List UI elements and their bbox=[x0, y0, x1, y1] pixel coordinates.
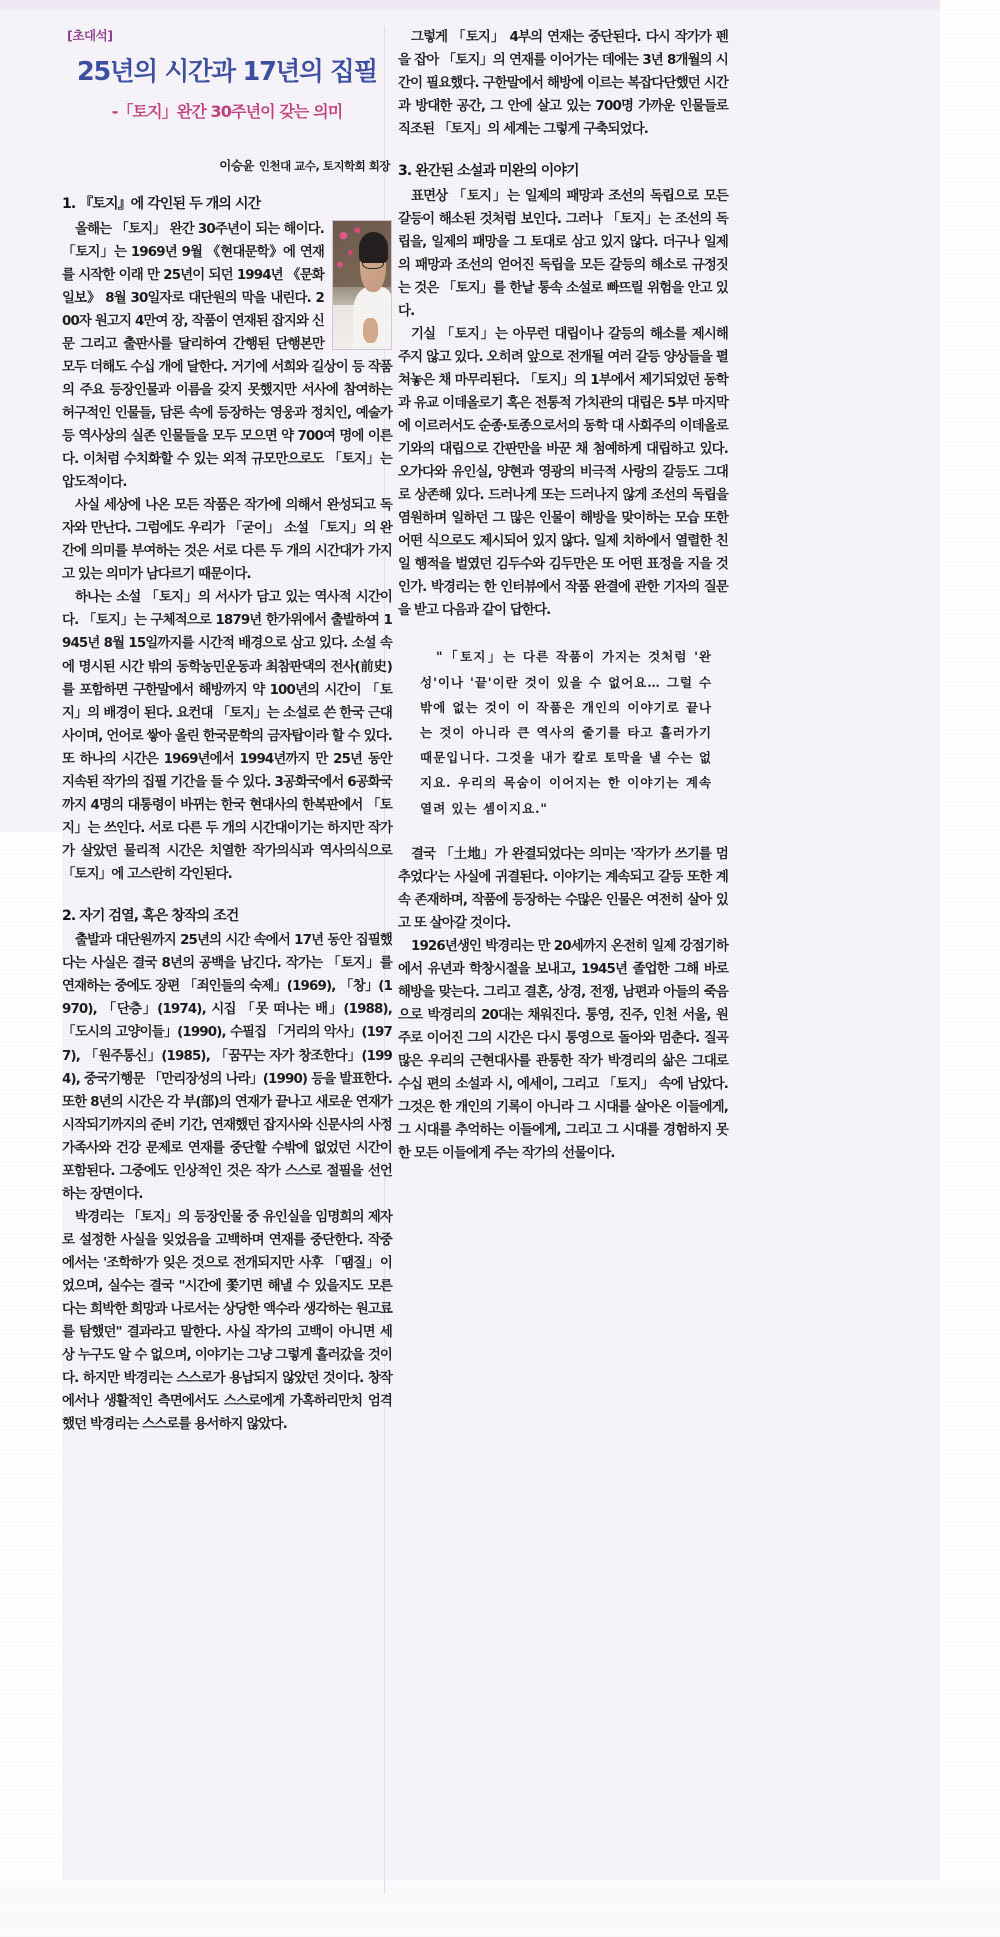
kicker-label: [초대석] bbox=[67, 28, 113, 43]
paragraph: 기실 「토지」는 아무런 대립이나 갈등의 해소를 제시해 주지 않고 있다. 오히려 앞으로 전개될 여러 갈등 양상들을 펼쳐놓은 채 마무리된다. 「토지」의 1부에서 제기되었던 동학과 유교 이데올로기 혹은 전통적 가치관의 대립은 5부 마지막에 이르러서도 순종·토종으로서의 동학 대 사회주의 이데올로기와의 대립으로 간판만을 바꾼 채 첨예하게 대립하고 있다. 오가다와 유인실, 양현과 영광의 비극적 사랑의 갈등도 그대로 상존해 있다. 드러나게 또는 드러나지 않게 조선의 독립을 염원하며 일하던 그 많은 인물이 해방을 맞이하는 모습 또한 어떤 식으로도 제시되어 있지 않다. 일제 치하에서 열렬한 친일 행적을 벌였던 김두수와 김두만은 또 어떤 표정을 지을 것인가. 박경리는 한 인터뷰에서 작품 완결에 관한 기자의 질문을 받고 다음과 같이 답한다. bbox=[398, 326, 728, 619]
paragraph: 출발과 대단원까지 25년의 시간 속에서 17년 동안 집필했다는 사실은 결국 8년의 공백을 남긴다. 작가는 「토지」를 연재하는 중에도 장편 「죄인들의 숙제」(1969), 「창」(1970), 「단층」(1974), 시집 「못 떠나는 배」(1988), 「도시의 고양이들」(1990), 수필집 「거리의 악사」(1977), 「원주통신」(1985), 「꿈꾸는 자가 창조한다」(1994), 중국기행문 「만리장성의 나라」(1990) 등을 발표한다. 또한 8년의 시간은 각 부(部)의 연재가 끝나고 새로운 연재가 시작되기까지의 준비 기간, 연재했던 잡지사와 신문사의 사정 가족사와 건강 문제로 연재를 중단할 수밖에 없었던 시간이 포함된다. 그중에도 인상적인 것은 작가 스스로 절필을 선언하는 장면이다. bbox=[62, 933, 392, 1202]
byline bbox=[62, 156, 390, 174]
byline-affiliation: 인천대 교수, 토지학회 회장 bbox=[258, 159, 390, 174]
paragraph-text: 올해는 「토지」 완간 30주년이 되는 해이다. 「토지」는 1969년 9월 《현대문학》에 연재를 시작한 이래 만 25년이 되던 1994년 《문화일보》 8월 30일자로 대단원의 막을 내린다. 200자 원고지 4만여 장, 작품이 연재된 잡지와 신문 그리고 출판사를 달리하여 간행된 단행본만 모두 더해도 수십 개에 달한다. 거기에 서희와 길상이 등 작품의 주요 등장인물과 이름을 갖지 못했지만 서사에 참여하는 허구적인 인물들, 담론 속에 등장하는 영웅과 정치인, 예술가 등 역사상의 실존 인물들을 모두 모으면 약 700여 명에 이른다. 이처럼 수치화할 수 있는 외적 규모만으로도 「토지」는 압도적이다. bbox=[62, 221, 392, 491]
paragraph: 표면상 「토지」는 일제의 패망과 조선의 독립으로 모든 갈등이 해소된 것처럼 보인다. 그러나 「토지」는 조선의 독립을, 일제의 패망을 그 토대로 삼고 있지 않다. 더구나 일제의 패망과 조선의 얻어진 독립을 모든 갈등의 해소로 규정짓는 것은 「토지」를 한낱 통속 소설로 빠뜨릴 위험을 안고 있다. bbox=[398, 188, 728, 319]
paragraph: 그렇게 「토지」 4부의 연재는 중단된다. 다시 작가가 펜을 잡아 「토지」의 연재를 이어가는 데에는 3년 8개월의 시간이 필요했다. 구한말에서 해방에 이르는 복잡다단했던 시간과 방대한 공간, 그 안에 살고 있는 700명 가까운 인물들로 직조된 「토지」의 세계는 그렇게 구축되었다. bbox=[398, 30, 728, 138]
paragraph: 1926년생인 박경리는 만 20세까지 온전히 일제 강점기하에서 유년과 학창시절을 보내고, 1945년 졸업한 그해 바로 해방을 맞는다. 그리고 결혼, 상경, 전쟁, 남편과 아들의 죽음으로 박경리의 20대는 채워진다. 통영, 진주, 인천 서울, 원주로 이어진 그의 시간은 다시 통영으로 돌아와 멈춘다. 질곡 많은 우리의 근현대사를 관통한 작가 박경리의 삶은 그대로 수십 편의 소설과 시, 에세이, 그리고 「토지」 속에 남았다. 그것은 한 개인의 기록이 아니라 그 시대를 살아온 이들에게, 그 시대를 추억하는 이들에게, 그리고 그 시대를 경험하지 못한 모든 이들에게 주는 작가의 선물이다. bbox=[398, 938, 728, 1162]
author-portrait-photo bbox=[332, 220, 392, 350]
masthead bbox=[62, 0, 392, 174]
page-subtitle: -「토지」완간 30주년이 갖는 의미 bbox=[111, 102, 343, 122]
column-right bbox=[398, 0, 728, 1165]
page-title: 25년의 시간과 17년의 집필 bbox=[76, 57, 378, 87]
section-heading-3: 3. 완간된 소설과 미완의 이야기 bbox=[398, 163, 579, 180]
paragraph bbox=[62, 218, 392, 495]
portrait-hand bbox=[363, 318, 378, 344]
column-left bbox=[62, 0, 392, 1436]
paragraph: 박경리는 「토지」의 등장인물 중 유인실을 임명희의 제자로 설정한 사실을 잊었음을 고백하며 연재를 중단한다. 작중에서는 '조학하'가 잊은 것으로 전개되지만 사후 「땜질」이었으며, 실수는 결국 "시간에 쫓기면 해낼 수 있을지도 모른다는 희박한 희망과 나로서는 상당한 액수라 생각하는 원고료를 탐했던" 결과라고 말한다. 사실 작가의 고백이 아니면 세상 누구도 알 수 없으며, 이야기는 그냥 그렇게 흘러갔을 것이다. 하지만 박경리는 스스로가 용납되지 않았던 것이다. 창작에서나 생활적인 측면에서도 스스로에게 가혹하리만치 엄격했던 박경리는 스스로를 용서하지 않았다. bbox=[62, 1209, 392, 1433]
section-heading-2: 2. 자기 검열, 혹은 창작의 조건 bbox=[62, 907, 239, 924]
paragraph: 결국 「土地」가 완결되었다는 의미는 '작가가 쓰기를 멈추었다'는 사실에 귀결된다. 이야기는 계속되고 갈등 또한 계속 존재하며, 작품에 등장하는 수많은 인물은 여전히 살아 있고 또 살아갈 것이다. bbox=[398, 846, 728, 931]
pull-quote: "「토지」는 다른 작품이 가지는 것처럼 '완성'이나 '끝'이란 것이 있을 수 없어요… 그럴 수밖에 없는 것이 이 작품은 개인의 이야기로 끝나는 것이 아니라 큰 역사의 줄기를 타고 흘러가기 때문입니다. 그것을 내가 칼로 토막을 낼 수는 없지요. 우리의 목숨이 이어지는 한 이야기는 계속 열려 있는 셈이지요." bbox=[420, 649, 712, 816]
paragraph: 하나는 소설 「토지」의 서사가 담고 있는 역사적 시간이다. 「토지」는 구체적으로 1879년 한가위에서 출발하여 1945년 8월 15일까지를 시간적 배경으로 삼고 있다. 소설 속에 명시된 시간 밖의 동학농민운동과 최참판댁의 전사(前史)를 포함하면 구한말에서 해방까지 약 100년의 시간이 「토지」의 배경이 된다. 요컨대 「토지」는 소설로 쓴 한국 근대사이며, 언어로 쌓아 올린 한국문학의 금자탑이라 할 수 있다. 또 하나의 시간은 1969년에서 1994년까지 만 25년 동안 지속된 작가의 집필 기간을 들 수 있다. 3공화국에서 6공화국까지 4명의 대통령이 바뀌는 한국 현대사의 한복판에서 「토지」는 쓰인다. 서로 다른 두 개의 시간대이기는 하지만 작가가 살았던 물리적 시간은 치열한 작가의식과 역사의식으로 「토지」에 고스란히 각인된다. bbox=[62, 590, 392, 882]
paragraph: 사실 세상에 나온 모든 작품은 작가에 의해서 완성되고 독자와 만난다. 그럼에도 우리가 「굳이」 소설 「토지」의 완간에 의미를 부여하는 것은 서로 다른 두 개의 시간대가 가지고 있는 의미가 남다르기 때문이다. bbox=[62, 498, 392, 583]
portrait-glasses bbox=[362, 255, 384, 269]
section-heading-1: 1. 『토지』에 각인된 두 개의 시간 bbox=[62, 196, 261, 213]
byline-author: 이승윤 bbox=[219, 158, 254, 174]
